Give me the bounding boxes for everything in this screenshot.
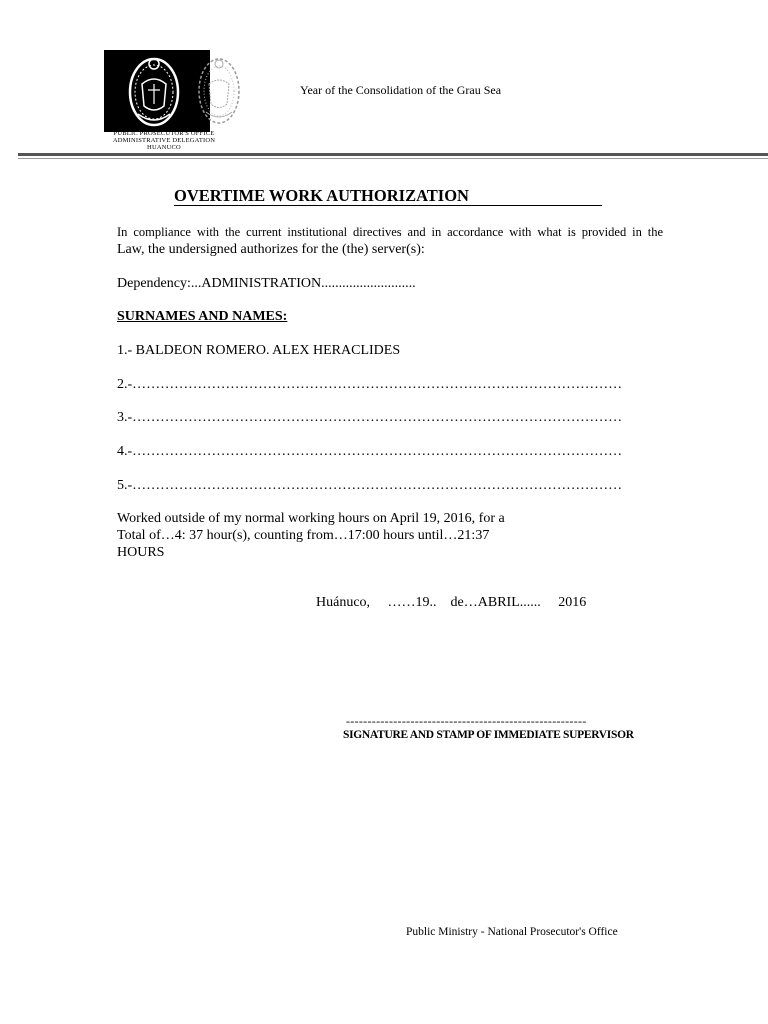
signature-caption: SIGNATURE AND STAMP OF IMMEDIATE SUPERVISOR bbox=[343, 729, 634, 741]
worked-hours-line-1: Worked outside of my normal working hours on April 19, 2016, for a bbox=[117, 511, 505, 526]
name-entry-4: 4.-…………………………………………………………………………………………… bbox=[117, 444, 623, 459]
office-line-3: HUANUCO bbox=[147, 144, 181, 151]
worked-hours-line-2: Total of…4: 37 hour(s), counting from…17:00 hours until…21:37 bbox=[117, 528, 490, 543]
intro-line-2: Law, the undersigned authorizes for the (the) server(s): bbox=[117, 242, 425, 257]
name-entry-2: 2.-…………………………………………………………………………………………… bbox=[117, 377, 623, 392]
dependency-line: Dependency:...ADMINISTRATION........................... bbox=[117, 276, 416, 291]
names-heading: SURNAMES AND NAMES: bbox=[117, 309, 288, 324]
year-motto: Year of the Consolidation of the Grau Sea bbox=[300, 83, 502, 97]
name-entry-3: 3.-…………………………………………………………………………………………… bbox=[117, 410, 623, 425]
signature-line: -------------------------------------------------------- bbox=[346, 714, 587, 728]
document-title: OVERTIME WORK AUTHORIZATION bbox=[174, 186, 602, 206]
intro-line-1: In compliance with the current institutional directives and in accordance with what is provided in the bbox=[117, 225, 663, 239]
coat-of-arms-seal-icon bbox=[126, 54, 182, 130]
name-entry-1: 1.- BALDEON ROMERO. ALEX HERACLIDES bbox=[117, 343, 401, 358]
place-and-date: Huánuco, ……19.. de…ABRIL...... 2016 bbox=[316, 595, 587, 610]
worked-hours-line-3: HOURS bbox=[117, 545, 165, 560]
header-rule-thin bbox=[18, 158, 768, 159]
office-line-2: ADMINISTRATIVE DELEGATION bbox=[112, 137, 216, 144]
header-rule-thick bbox=[18, 153, 768, 156]
office-line-1: PUBLIC PROSECUTOR'S OFFICE bbox=[113, 130, 215, 137]
name-entry-5: 5.-…………………………………………………………………………………………… bbox=[117, 478, 623, 493]
footer-text: Public Ministry - National Prosecutor's Office bbox=[406, 926, 618, 938]
faded-coat-of-arms-seal-icon bbox=[196, 54, 242, 128]
